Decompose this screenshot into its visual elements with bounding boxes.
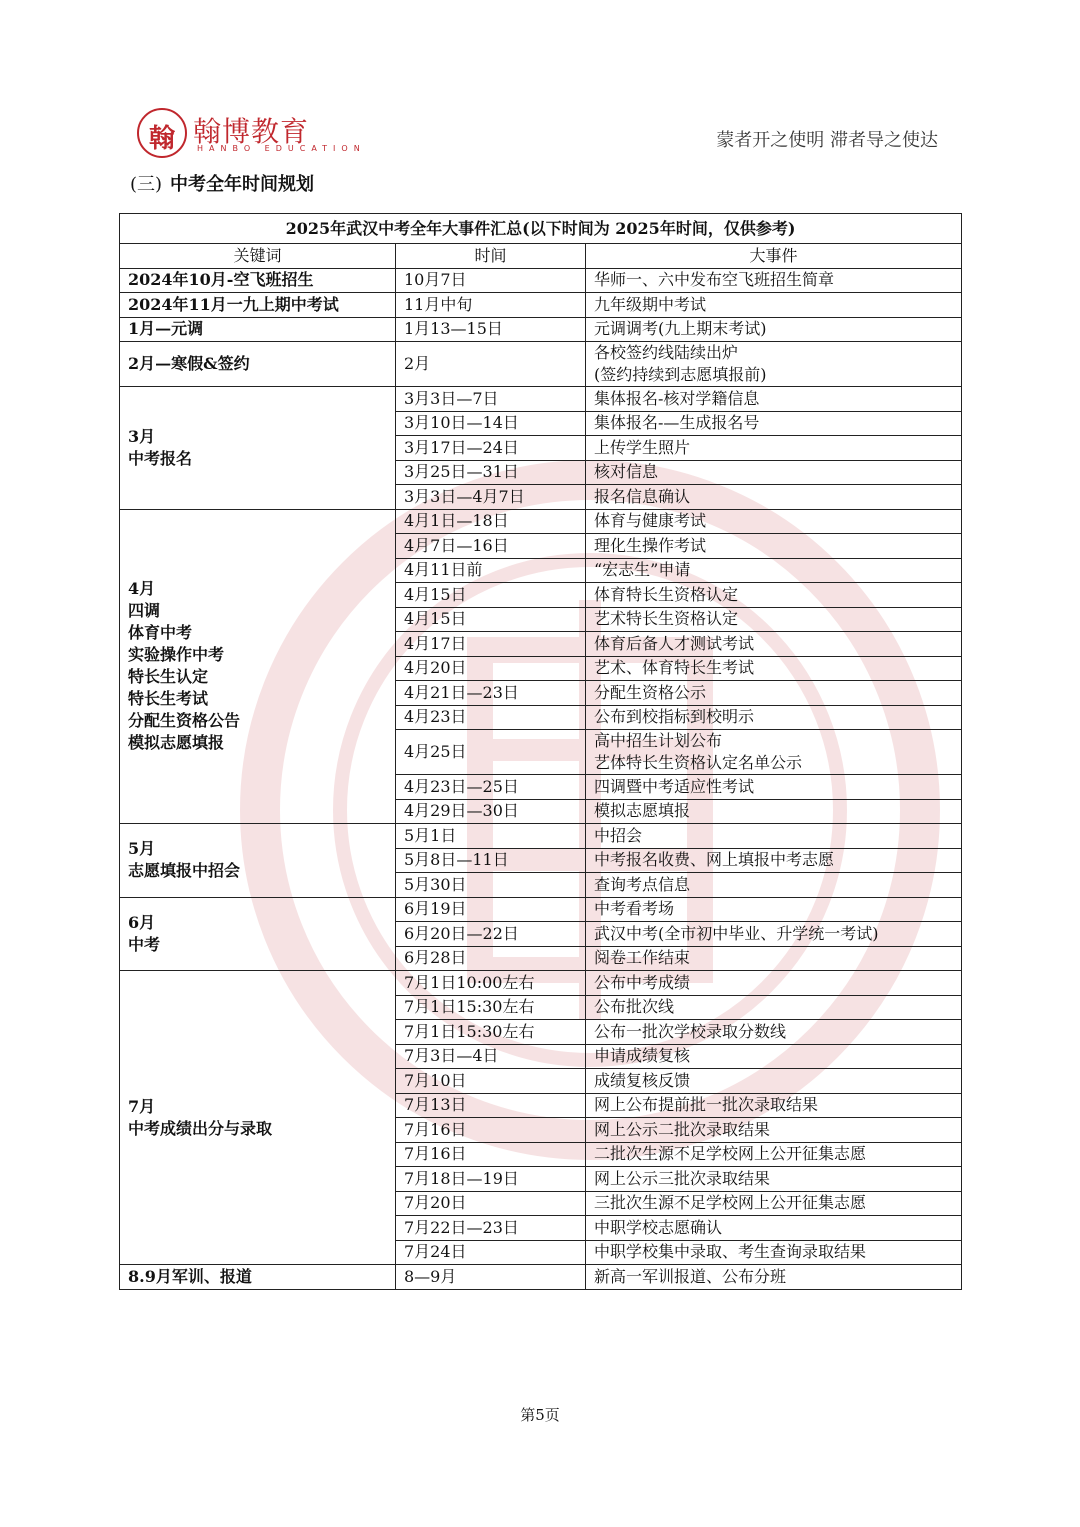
event-line: 体育特长生资格认定 [594,584,739,604]
keyword-cell [120,971,396,1265]
time-cell: 3月25日—31日 [396,460,586,485]
table-row [120,387,962,412]
event-line: 中考看考场 [594,899,675,919]
keyword-line: 2024年10月-空飞班招生 [128,270,314,290]
time-cell: 7月1日15:30左右 [396,1020,586,1045]
event-line: 网上公布提前批一批次录取结果 [594,1095,819,1115]
event-cell [586,1216,962,1241]
event-cell [586,534,962,559]
time-cell: 1月13—15日 [396,317,586,342]
event-cell [586,705,962,730]
event-line: 三批次生源不足学校网上公开征集志愿 [594,1193,867,1213]
time-cell: 4月11日前 [396,558,586,583]
time-cell: 4月1日—18日 [396,509,586,534]
event-line: 网上公示二批次录取结果 [594,1119,771,1139]
event-cell [586,1142,962,1167]
time-cell: 10月7日 [396,268,586,293]
table-row [120,268,962,293]
table-row [120,317,962,342]
time-cell: 6月28日 [396,946,586,971]
keyword-cell [120,824,396,898]
time-cell: 3月10日—14日 [396,411,586,436]
time-cell: 6月19日 [396,897,586,922]
event-line: 查询考点信息 [594,874,691,894]
column-header-time: 时间 [396,244,586,269]
time-cell: 4月15日 [396,607,586,632]
event-line: 四调暨中考适应性考试 [594,776,755,796]
time-cell: 3月3日—7日 [396,387,586,412]
event-line: 公布批次线 [594,997,675,1017]
table-row [120,897,962,922]
event-cell [586,293,962,318]
keyword-line: 5月 [128,839,156,859]
keyword-line: 1月—元调 [128,319,204,339]
event-cell [586,1265,962,1290]
time-cell: 4月7日—16日 [396,534,586,559]
time-cell: 7月1日15:30左右 [396,995,586,1020]
keyword-line: 中考成绩出分与录取 [128,1118,273,1138]
keyword-cell [120,387,396,510]
column-header-keyword: 关键词 [120,244,396,269]
time-cell: 7月13日 [396,1093,586,1118]
time-cell: 4月21日—23日 [396,681,586,706]
event-cell [586,583,962,608]
time-cell: 3月3日—4月7日 [396,485,586,510]
event-line: 元调调考(九上期末考试) [594,319,767,339]
time-cell: 7月16日 [396,1118,586,1143]
time-cell: 4月23日—25日 [396,775,586,800]
time-cell: 7月24日 [396,1240,586,1265]
keyword-line: 中考 [128,934,161,954]
event-line: 成绩复核反馈 [594,1070,691,1090]
event-cell [586,656,962,681]
time-cell: 7月10日 [396,1069,586,1094]
table-row [120,342,962,387]
time-cell: 5月8日—11日 [396,848,586,873]
time-cell: 4月23日 [396,705,586,730]
event-cell [586,1069,962,1094]
time-cell: 7月22日—23日 [396,1216,586,1241]
column-header-event: 大事件 [586,244,962,269]
keyword-cell [120,897,396,971]
keyword-line: 四调 [128,601,161,621]
event-line: 公布到校指标到校明示 [594,707,755,727]
keyword-line: 4月 [128,579,156,599]
time-cell: 2月 [396,342,586,387]
event-cell [586,824,962,849]
keyword-cell [120,509,396,824]
event-cell [586,681,962,706]
keyword-line: 志愿填报中招会 [128,861,241,881]
time-cell: 7月1日10:00左右 [396,971,586,996]
keyword-line: 6月 [128,912,156,932]
section-title-text: 中考全年时间规划 [170,174,315,195]
brand-subtitle: HANBO EDUCATION [197,144,366,153]
keyword-line: 实验操作中考 [128,645,225,665]
time-cell: 11月中旬 [396,293,586,318]
event-line: 理化生操作考试 [594,535,707,555]
event-cell [586,1167,962,1192]
keyword-cell [120,1265,396,1290]
time-cell: 5月30日 [396,873,586,898]
event-line: (签约持续到志愿填报前) [594,365,767,384]
event-line: 艺术特长生资格认定 [594,609,739,629]
event-cell [586,268,962,293]
event-line: 艺术、体育特长生考试 [594,658,755,678]
event-cell [586,436,962,461]
time-cell: 4月17日 [396,632,586,657]
event-cell [586,1240,962,1265]
keyword-cell [120,342,396,387]
event-cell [586,873,962,898]
slogan: 蒙者开之使明 滞者导之使达 [716,130,938,151]
section-title [130,170,314,196]
page-header [0,0,1080,160]
keyword-line: 7月 [128,1096,156,1116]
event-line: 集体报名-核对学籍信息 [594,388,760,408]
keyword-line: 2024年11月一九上期中考试 [128,294,339,314]
time-cell: 7月16日 [396,1142,586,1167]
event-line: 网上公示三批次录取结果 [594,1168,771,1188]
event-line: 上传学生照片 [594,437,691,457]
keyword-line: 分配生资格公告 [128,711,241,731]
event-cell [586,1020,962,1045]
time-cell: 4月29日—30日 [396,799,586,824]
time-cell: 7月18日—19日 [396,1167,586,1192]
event-line: 公布一批次学校录取分数线 [594,1021,787,1041]
event-line: 中职学校志愿确认 [594,1217,723,1237]
time-cell: 5月1日 [396,824,586,849]
event-line: 艺体特长生资格认定名单公示 [594,753,803,772]
time-cell: 8—9月 [396,1265,586,1290]
event-cell [586,1118,962,1143]
time-cell: 6月20日—22日 [396,922,586,947]
event-cell [586,485,962,510]
event-cell [586,558,962,583]
table-row [120,824,962,849]
event-line: 核对信息 [594,462,659,482]
event-line: 各校签约线陆续出炉 [594,343,739,362]
keyword-line: 模拟志愿填报 [128,733,225,753]
event-line: 华师一、六中发布空飞班招生简章 [594,270,835,290]
event-line: 中招会 [594,825,643,845]
event-line: 公布中考成绩 [594,972,691,992]
event-line: 报名信息确认 [594,486,691,506]
event-cell [586,1044,962,1069]
keyword-line: 3月 [128,426,156,446]
event-cell [586,922,962,947]
event-cell [586,1191,962,1216]
event-cell [586,460,962,485]
brand-name: 翰博教育 [193,115,310,148]
event-cell [586,775,962,800]
event-cell [586,317,962,342]
event-cell [586,848,962,873]
event-line: 阅卷工作结束 [594,948,691,968]
event-line: 体育与健康考试 [594,511,707,531]
event-cell [586,730,962,775]
event-line: 高中招生计划公布 [594,731,723,750]
event-cell [586,607,962,632]
time-cell: 4月20日 [396,656,586,681]
time-cell: 4月25日 [396,730,586,775]
keyword-line: 体育中考 [128,623,193,643]
keyword-line: 特长生考试 [128,689,209,709]
keyword-cell [120,317,396,342]
event-line: 体育后备人才测试考试 [594,633,755,653]
event-cell [586,799,962,824]
schedule-table [119,213,962,1290]
event-line: 二批次生源不足学校网上公开征集志愿 [594,1144,867,1164]
time-cell: 7月20日 [396,1191,586,1216]
event-line: 集体报名-—生成报名号 [594,413,760,433]
table-row [120,509,962,534]
event-line: 中职学校集中录取、考生查询录取结果 [594,1242,867,1262]
keyword-line: 2月—寒假&签约 [128,354,250,373]
event-cell [586,342,962,387]
event-line: 新高一军训报道、公布分班 [594,1266,787,1286]
time-cell: 3月17日—24日 [396,436,586,461]
keyword-cell [120,293,396,318]
table-row [120,971,962,996]
section-number: (三) [130,174,163,195]
page-number: 第5页 [520,1406,560,1424]
event-cell [586,387,962,412]
event-cell [586,632,962,657]
event-cell [586,411,962,436]
event-line: “宏志生”申请 [594,560,691,580]
brand-seal-icon: 翰 [137,108,187,158]
event-line: 分配生资格公示 [594,682,707,702]
event-cell [586,509,962,534]
keyword-cell [120,268,396,293]
table-caption: 2025年武汉中考全年大事件汇总(以下时间为 2025年时间，仅供参考) [120,214,962,244]
event-cell [586,897,962,922]
event-cell [586,995,962,1020]
event-cell [586,971,962,996]
keyword-line: 特长生认定 [128,667,209,687]
time-cell: 7月3日—4日 [396,1044,586,1069]
time-cell: 4月15日 [396,583,586,608]
event-line: 九年级期中考试 [594,294,707,314]
keyword-line: 8.9月军训、报道 [128,1266,252,1286]
event-line: 中考报名收费、网上填报中考志愿 [594,850,835,870]
keyword-line: 中考报名 [128,448,193,468]
brand-logo [137,108,366,160]
event-line: 武汉中考(全市初中毕业、升学统一考试) [594,923,879,943]
table-row [120,1265,962,1290]
event-cell [586,1093,962,1118]
event-line: 模拟志愿填报 [594,801,691,821]
event-cell [586,946,962,971]
event-line: 申请成绩复核 [594,1046,691,1066]
table-row [120,293,962,318]
